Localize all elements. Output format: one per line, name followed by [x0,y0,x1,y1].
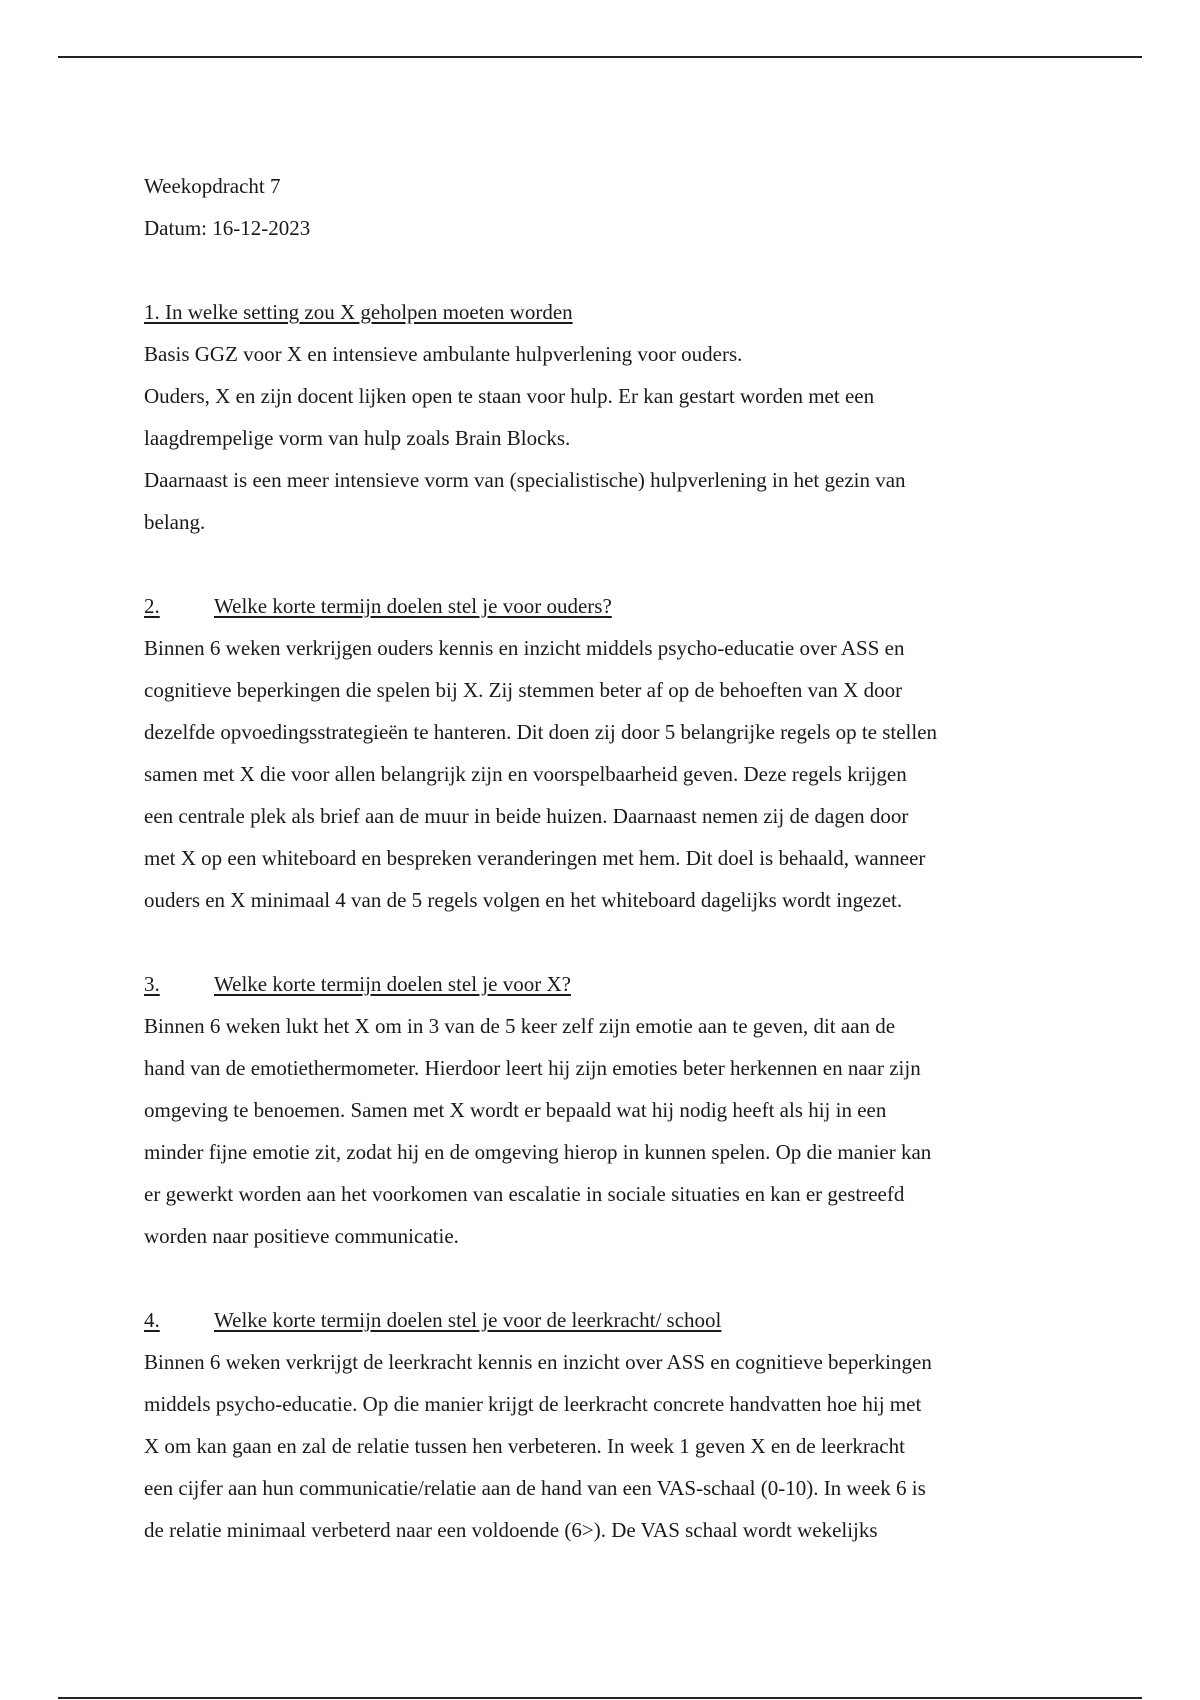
paragraph-line: samen met X die voor allen belangrijk zijn en voorspelbaarheid geven. Deze regels krijgen [144,762,907,786]
section-heading-text: Welke korte termijn doelen stel je voor X? [214,972,571,996]
paragraph-line: een cijfer aan hun communicatie/relatie aan de hand van een VAS-schaal (0-10). In week 6 is [144,1476,926,1500]
page-bottom-rule [58,1697,1142,1699]
paragraph-line: laagdrempelige vorm van hulp zoals Brain Blocks. [144,426,571,450]
page-top-rule [58,56,1142,58]
paragraph-line: er gewerkt worden aan het voorkomen van escalatie in sociale situaties en kan er gestreefd [144,1182,905,1206]
paragraph-line: hand van de emotiethermometer. Hierdoor leert hij zijn emoties beter herkennen en naar zijn [144,1056,921,1080]
paragraph-line: een centrale plek als brief aan de muur in beide huizen. Daarnaast nemen zij de dagen door [144,804,909,828]
paragraph-line: Daarnaast is een meer intensieve vorm van (specialistische) hulpverlening in het gezin van [144,468,906,492]
paragraph-line: cognitieve beperkingen die spelen bij X. Zij stemmen beter af op de behoeften van X door [144,678,903,702]
paragraph-line: met X op een whiteboard en bespreken veranderingen met hem. Dit doel is behaald, wanneer [144,846,926,870]
paragraph-line: middels psycho-educatie. Op die manier krijgt de leerkracht concrete handvatten hoe hij met [144,1392,922,1416]
section-1-heading: 1. In welke setting zou X geholpen moeten worden [144,300,573,324]
paragraph-line: Binnen 6 weken lukt het X om in 3 van de 5 keer zelf zijn emotie aan te geven, dit aan de [144,1014,896,1038]
paragraph-line: de relatie minimaal verbeterd naar een voldoende (6>). De VAS schaal wordt wekelijks [144,1518,878,1542]
paragraph-line: worden naar positieve communicatie. [144,1224,459,1248]
paragraph-line: Binnen 6 weken verkrijgt de leerkracht kennis en inzicht over ASS en cognitieve beperkingen [144,1350,932,1374]
spacer [144,543,1084,585]
section-3-heading [144,963,1084,1005]
section-number: 3. [144,972,160,996]
document-date: Datum: 16-12-2023 [144,216,311,240]
paragraph-line: Basis GGZ voor X en intensieve ambulante hulpverlening voor ouders. [144,342,743,366]
section-heading-text: Welke korte termijn doelen stel je voor de leerkracht/ school [214,1308,722,1332]
spacer [144,921,1084,963]
paragraph-line: X om kan gaan en zal de relatie tussen hen verbeteren. In week 1 geven X en de leerkracht [144,1434,905,1458]
section-number: 2. [144,594,160,618]
spacer [144,249,1084,291]
section-2-heading [144,585,1084,627]
section-4-heading [144,1299,1084,1341]
document-body [144,165,1084,1551]
paragraph-line: dezelfde opvoedingsstrategieën te hanteren. Dit doen zij door 5 belangrijke regels op te stellen [144,720,938,744]
document-title: Weekopdracht 7 [144,174,281,198]
paragraph-line: minder fijne emotie zit, zodat hij en de omgeving hierop in kunnen spelen. Op die manier kan [144,1140,932,1164]
section-number: 4. [144,1308,160,1332]
paragraph-line: omgeving te benoemen. Samen met X wordt er bepaald wat hij nodig heeft als hij in een [144,1098,887,1122]
paragraph-line: ouders en X minimaal 4 van de 5 regels volgen en het whiteboard dagelijks wordt ingezet. [144,888,903,912]
paragraph-line: belang. [144,510,206,534]
spacer [144,1257,1084,1299]
paragraph-line: Binnen 6 weken verkrijgen ouders kennis en inzicht middels psycho-educatie over ASS en [144,636,905,660]
section-heading-text: Welke korte termijn doelen stel je voor ouders? [214,594,612,618]
paragraph-line: Ouders, X en zijn docent lijken open te staan voor hulp. Er kan gestart worden met een [144,384,875,408]
